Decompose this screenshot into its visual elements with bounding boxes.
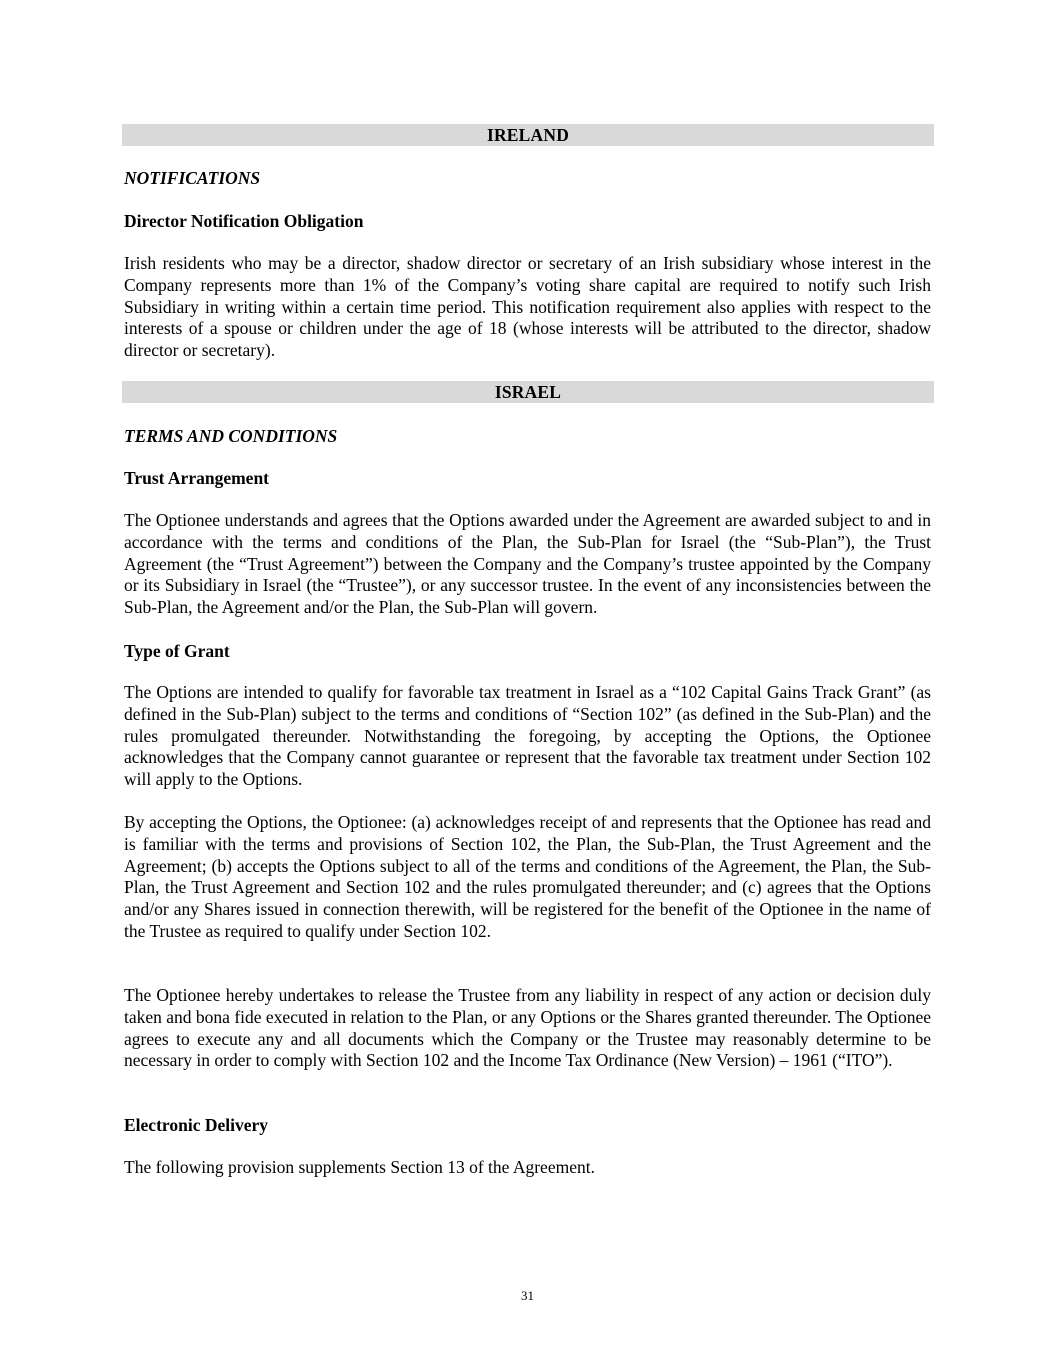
country-header-ireland: IRELAND [122, 124, 934, 146]
section-category-terms-and-conditions: TERMS AND CONDITIONS [124, 426, 338, 446]
subsection-heading-electronic-delivery: Electronic Delivery [124, 1115, 268, 1135]
paragraph-type-of-grant-1: The Options are intended to qualify for favorable tax treatment in Israel as a “102 Capital Gains Track Grant” (as defined in the Sub-Plan) subject to the terms and conditions of “Section 102” (as defined in the Sub-Plan) and the rules promulgated thereunder. Notwithstanding the foregoing, by accepting the Options, the Optionee acknowledges that the Company cannot guarantee or represent that the favorable tax treatment under Section 102 will apply to the Options. [124, 682, 931, 790]
paragraph-type-of-grant-2: By accepting the Options, the Optionee: (a) acknowledges receipt of and represents that the Optionee has read and is familiar with the terms and provisions of Section 102, the Plan, the Sub-Plan, the Trust Agreement and the Agreement; (b) accepts the Options subject to all of the terms and conditions of the Agreement, the Plan, the Sub-Plan, the Trust Agreement and Section 102 and the rules promulgated thereunder; and (c) agrees that the Options and/or any Shares issued in connection therewith, will be registered for the benefit of the Optionee in the name of the Trustee as required to qualify under Section 102. [124, 812, 931, 941]
paragraph-trust-arrangement: The Optionee understands and agrees that the Options awarded under the Agreement are awarded subject to and in accordance with the terms and conditions of the Plan, the Sub-Plan for Israel (the “Sub-Plan”), the Trust Agreement (the “Trust Agreement”) between the Company and the Company’s trustee appointed by the Company or its Subsidiary in Israel (the “Trustee”), or any successor trustee. In the event of any inconsistencies between the Sub-Plan, the Agreement and/or the Plan, the Sub-Plan will govern. [124, 510, 931, 618]
country-header-israel: ISRAEL [122, 381, 934, 403]
paragraph-electronic-delivery: The following provision supplements Section 13 of the Agreement. [124, 1157, 595, 1177]
subsection-heading-type-of-grant: Type of Grant [124, 641, 230, 661]
paragraph-director-notification: Irish residents who may be a director, shadow director or secretary of an Irish subsidiary whose interest in the Company represents more than 1% of the Company’s voting share capital are required to notify such Irish Subsidiary in writing within a certain time period. This notification requirement also applies with respect to the interests of a spouse or children under the age of 18 (whose interests will be attributed to the director, shadow director or secretary). [124, 253, 931, 361]
subsection-heading-trust-arrangement: Trust Arrangement [124, 468, 269, 488]
section-category-notifications: NOTIFICATIONS [124, 168, 261, 188]
subsection-heading-director-notification: Director Notification Obligation [124, 211, 364, 231]
page-number: 31 [521, 1288, 534, 1303]
paragraph-type-of-grant-3: The Optionee hereby undertakes to release the Trustee from any liability in respect of any action or decision duly taken and bona fide executed in relation to the Plan, or any Options or the Shares granted thereunder. The Optionee agrees to execute any and all documents which the Company or the Trustee may reasonably determine to be necessary in order to comply with Section 102 and the Income Tax Ordinance (New Version) – 1961 (“ITO”). [124, 985, 931, 1071]
